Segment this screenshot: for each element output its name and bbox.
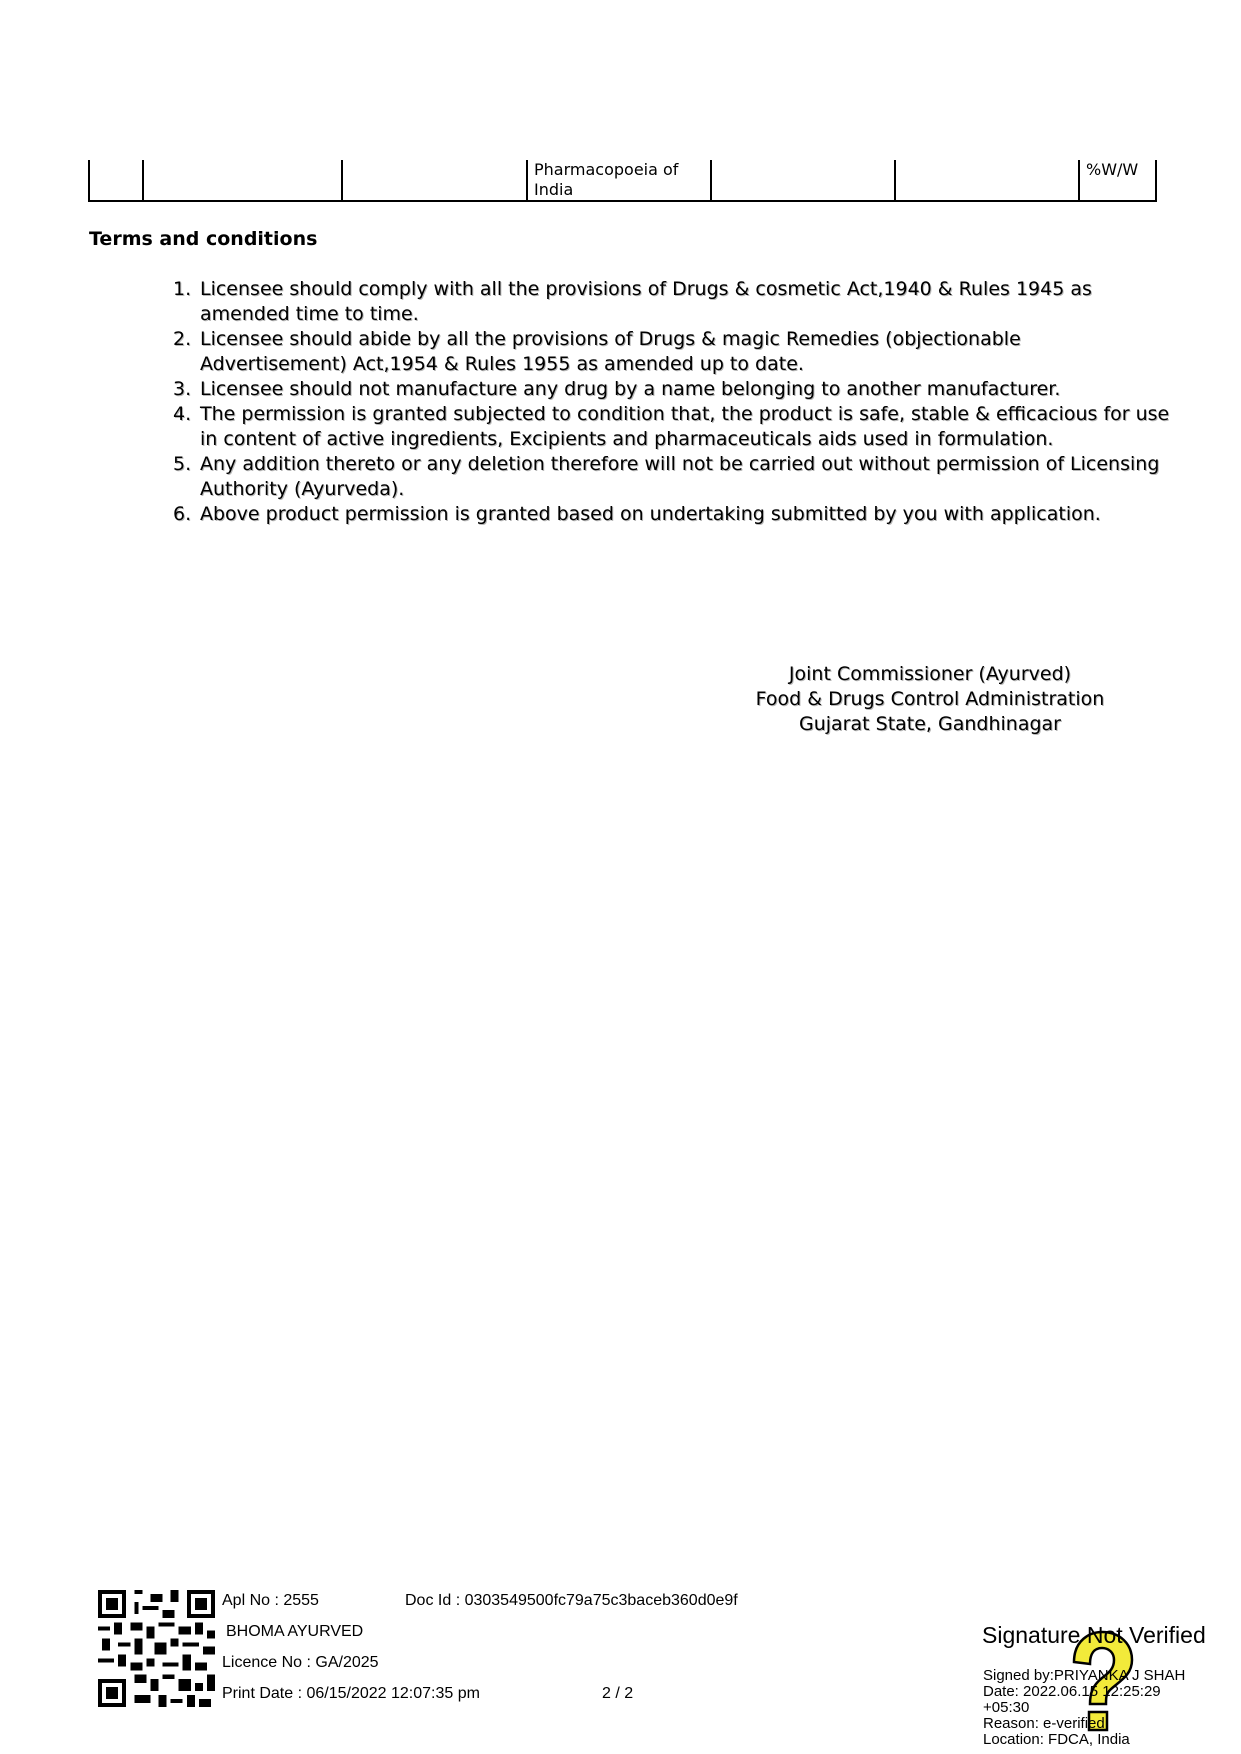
term-item: Any addition thereto or any deletion therefore will not be carried out without permission of Licensing Authority (Ayurveda). [200, 453, 1160, 500]
signatory-location: Gujarat State, Gandhinagar [799, 713, 1061, 735]
table-divider [1078, 160, 1080, 200]
signatory-office: Food & Drugs Control Administration [755, 688, 1105, 710]
table-divider [894, 160, 896, 200]
signed-date: Date: 2022.06.15 12:25:29 [983, 1683, 1161, 1700]
term-item: Licensee should abide by all the provisions of Drugs & magic Remedies (objectionable Advertisement) Act,1954 & Rules 1955 as amended up to date. [200, 328, 1021, 375]
cell-unit: %W/W [1086, 160, 1139, 179]
cell-pharmacopoeia: Pharmacopoeia of India [534, 160, 679, 199]
term-item: The permission is granted subjected to condition that, the product is safe, stable & efficacious for use in content of active ingredients, Excipients and pharmaceuticals aids used in formulation. [200, 403, 1170, 450]
signed-location: Location: FDCA, India [983, 1731, 1130, 1748]
licence-no: Licence No : GA/2025 [222, 1654, 379, 1671]
doc-id: Doc Id : 0303549500fc79a75c3baceb360d0e9f [405, 1592, 738, 1609]
page-number: 2 / 2 [602, 1685, 634, 1702]
table-divider [142, 160, 144, 200]
term-item: Licensee should not manufacture any drug by a name belonging to another manufacturer. [200, 378, 1061, 400]
apl-no: Apl No : 2555 [222, 1592, 319, 1609]
signatory-title: Joint Commissioner (Ayurved) [788, 663, 1072, 685]
signature-status: Signature Not Verified [982, 1622, 1206, 1648]
term-item: Licensee should comply with all the provisions of Drugs & cosmetic Act,1940 & Rules 1945 as amended time to time. [200, 278, 1092, 325]
terms-heading: Terms and conditions [89, 228, 318, 250]
signature-details [983, 1668, 1185, 1748]
signatory-block [690, 662, 1170, 737]
signed-by: Signed by:PRIYANKA J SHAH [983, 1667, 1186, 1684]
company-name: BHOMA AYURVED [226, 1623, 364, 1640]
signed-tz: +05:30 [983, 1699, 1030, 1716]
table-divider [526, 160, 528, 200]
qr-code-icon [98, 1590, 215, 1707]
term-item: Above product permission is granted based on undertaking submitted by you with application. [200, 503, 1101, 525]
table-divider [341, 160, 343, 200]
signed-reason: Reason: e-verified [983, 1715, 1105, 1732]
terms-list [200, 277, 1170, 527]
print-date: Print Date : 06/15/2022 12:07:35 pm [222, 1685, 480, 1702]
table-divider [710, 160, 712, 200]
continuation-table-row [88, 160, 1157, 202]
